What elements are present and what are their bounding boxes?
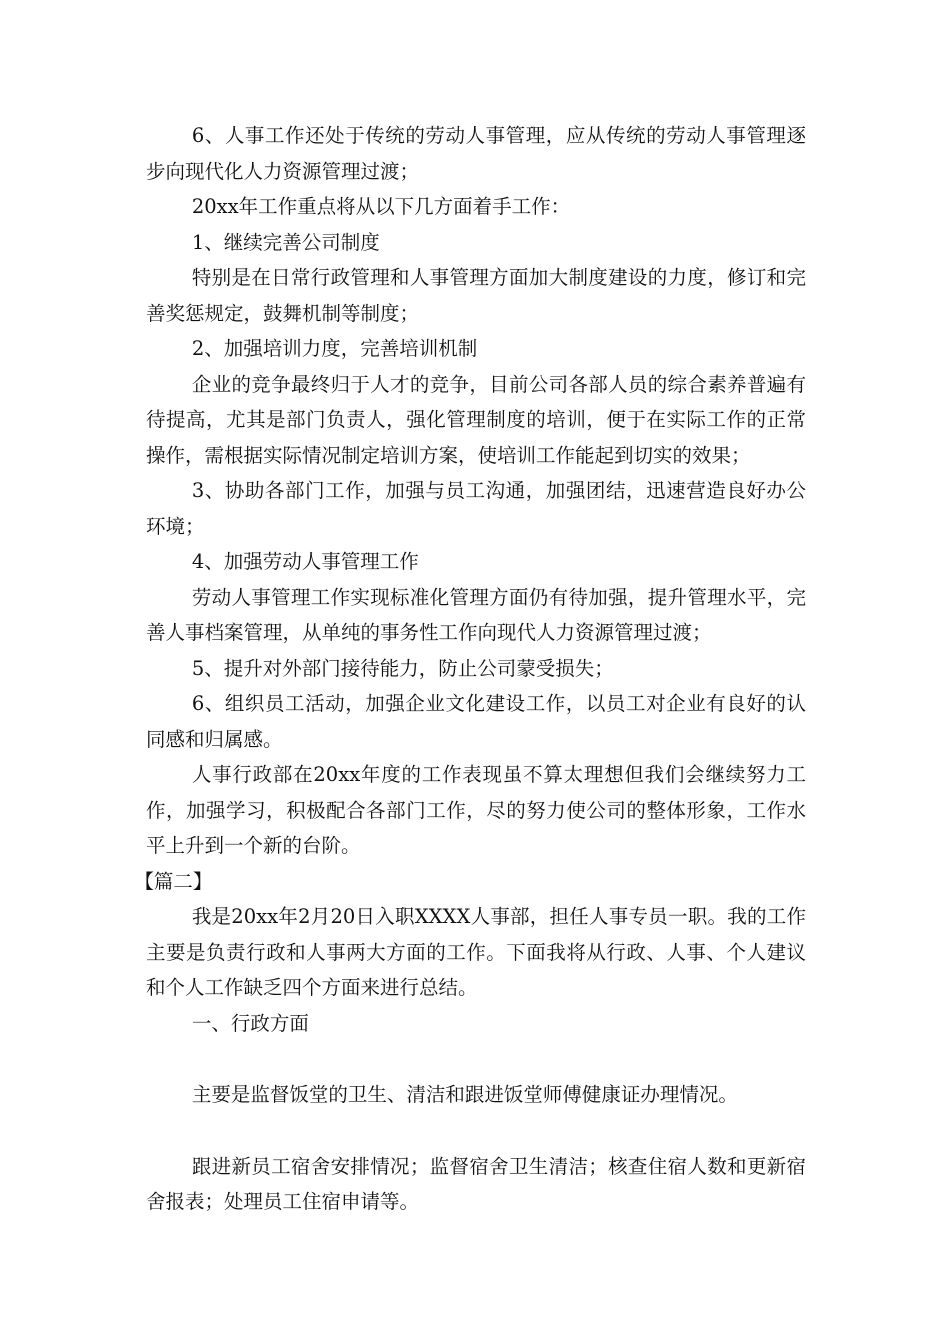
blank-line: [146, 1041, 806, 1077]
section-paragraph-1: 我是20xx年2月20日入职XXXX人事部，担任人事专员一职。我的工作主要是负责行政和人事两大方面的工作。下面我将从行政、人事、个人建议和个人工作缺乏四个方面来进行总结。: [146, 905, 806, 999]
paragraph-1: 6、人事工作还处于传统的劳动人事管理，应从传统的劳动人事管理逐步向现代化人力资源管理过渡；: [146, 124, 806, 183]
paragraph-10: 5、提升对外部门接待能力，防止公司蒙受损失；: [191, 656, 614, 680]
section-paragraph-2: 一、行政方面: [191, 1011, 309, 1035]
paragraph-6: 企业的竞争最终归于人才的竞争，目前公司各部人员的综合素养普遍有待提高，尤其是部门负责人，强化管理制度的培训，便于在实际工作的正常操作，需根据实际情况制定培训方案，使培训工作能起到切实的效果；: [146, 372, 806, 467]
paragraph-5: 2、加强培训力度，完善培训机制: [191, 337, 478, 360]
paragraph-11: 6、组织员工活动，加强企业文化建设工作，以员工对企业有良好的认同感和归属感。: [146, 692, 806, 751]
paragraph-9: 劳动人事管理工作实现标准化管理方面仍有待加强，提升管理水平，完善人事档案管理，从单纯的事务性工作向现代人力资源管理过渡；: [146, 585, 806, 644]
spaced-paragraph-1: 主要是监督饭堂的卫生、清洁和跟进饭堂师傅健康证办理情况。: [191, 1083, 738, 1106]
paragraph-7: 3、协助各部门工作，加强与员工沟通，加强团结，迅速营造良好办公环境；: [146, 479, 806, 538]
paragraph-3: 1、继续完善公司制度: [191, 230, 380, 254]
spaced-paragraph-2: 跟进新员工宿舍安排情况；监督宿舍卫生清洁；核查住宿人数和更新宿舍报表；处理员工住宿申请等。: [146, 1154, 806, 1213]
section-heading: 【篇二】: [134, 869, 213, 893]
paragraph-4: 特别是在日常行政管理和人事管理方面加大制度建设的力度，修订和完善奖惩规定，鼓舞机制等制度；: [146, 266, 806, 325]
document-page: [134, 118, 806, 1220]
paragraph-8: 4、加强劳动人事管理工作: [191, 550, 419, 573]
blank-line: [146, 1113, 806, 1149]
paragraph-12: 人事行政部在20xx年度的工作表现虽不算太理想但我们会继续努力工作，加强学习，积极配合各部门工作，尽的努力使公司的整体形象，工作水平上升到一个新的台阶。: [146, 763, 806, 857]
paragraph-2: 20xx年工作重点将从以下几方面着手工作：: [191, 195, 571, 218]
